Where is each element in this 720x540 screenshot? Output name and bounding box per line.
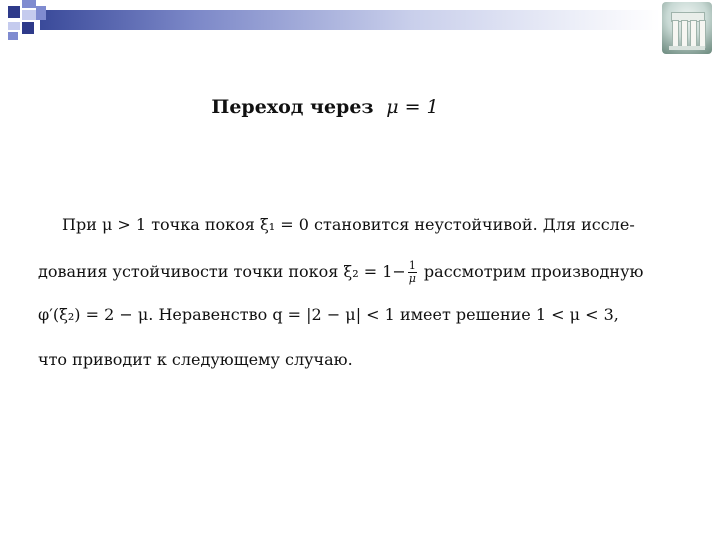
- decor-square: [22, 0, 36, 8]
- building-emblem-icon: [662, 2, 712, 54]
- header-band: [0, 0, 720, 60]
- decor-square: [22, 10, 36, 20]
- paragraph-line-4: что приводит к следующему случаю.: [38, 350, 353, 369]
- decor-square: [8, 6, 20, 18]
- decor-square: [22, 22, 34, 34]
- header-gradient-bar: [40, 10, 660, 30]
- paragraph-line-2: [38, 260, 698, 285]
- slide-title: [0, 96, 650, 118]
- slide-title-text: Переход через: [211, 96, 374, 118]
- fraction: [408, 260, 417, 285]
- decor-square: [8, 22, 20, 30]
- paragraph-line-2-start: дования устойчивости точки покоя ξ₂ = 1−: [38, 262, 406, 281]
- paragraph-line-2-end: рассмотрим производную: [418, 262, 644, 281]
- decor-square: [36, 6, 46, 20]
- fraction-numerator: 1: [408, 259, 416, 272]
- paragraph-line-3: φ′(ξ₂) = 2 − μ. Неравенство q = |2 − μ| < 1 имеет решение 1 < μ < 3,: [38, 305, 619, 324]
- paragraph-line-1: При μ > 1 точка покоя ξ₁ = 0 становится неустойчивой. Для иссле-: [62, 215, 635, 234]
- decor-square: [8, 32, 18, 40]
- fraction-denominator: μ: [408, 272, 416, 285]
- slide-title-math: μ = 1: [386, 96, 439, 118]
